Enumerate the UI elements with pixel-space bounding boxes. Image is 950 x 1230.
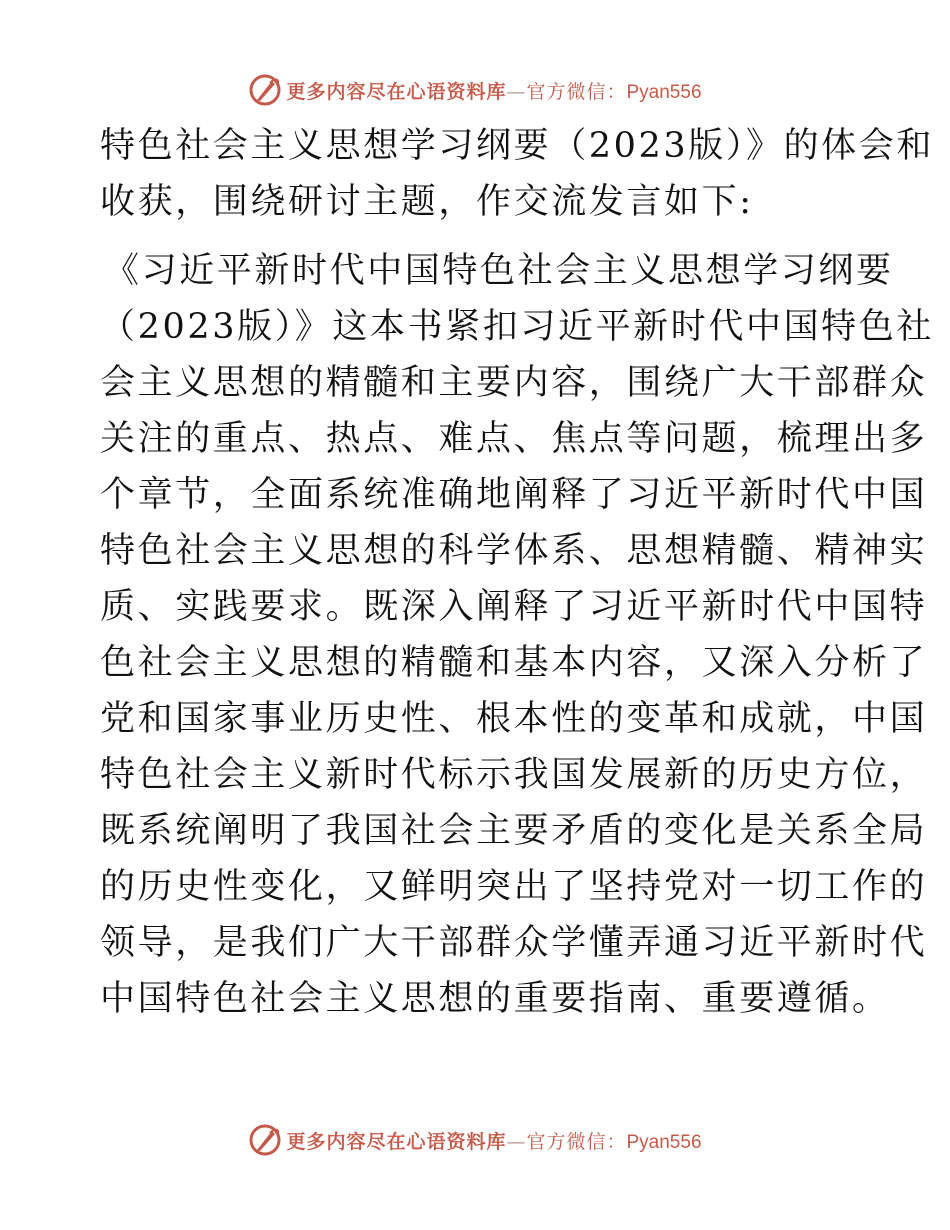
text-line: 的历史性变化，又鲜明突出了坚持党对一切工作的 <box>100 867 928 907</box>
text-line: 特色社会主义思想的科学体系、思想精髓、精神实 <box>100 531 928 571</box>
text-line: 关注的重点、热点、难点、焦点等问题，梳理出多 <box>100 419 928 459</box>
paragraph-main <box>100 243 934 1027</box>
text-line: 领导，是我们广大干部群众学懂弄通习近平新时代 <box>100 923 928 963</box>
watermark-text: 更多内容尽在心语资料库—官方微信：Pyan556 <box>286 1130 702 1153</box>
paragraph-intro <box>100 118 934 230</box>
text-line: 色社会主义思想的精髓和基本内容，又深入分析了 <box>100 643 928 683</box>
text-line: 质、实践要求。既深入阐释了习近平新时代中国特 <box>100 587 928 627</box>
text-line: （2023版）》这本书紧扣习近平新时代中国特色社 <box>100 307 934 347</box>
text-line: 特色社会主义思想学习纲要（2023版）》的体会和 <box>100 126 934 166</box>
watermark-text: 更多内容尽在心语资料库—官方微信：Pyan556 <box>286 80 702 103</box>
document-body <box>100 118 934 1027</box>
footer-watermark <box>0 1120 950 1160</box>
text-line: 个章节，全面系统准确地阐释了习近平新时代中国 <box>100 475 928 515</box>
quill-circle-logo-icon <box>248 73 282 107</box>
header-watermark <box>0 70 950 110</box>
text-line: 收获，围绕研讨主题，作交流发言如下: <box>100 182 754 222</box>
quill-circle-logo-icon <box>248 1123 282 1157</box>
text-line: 既系统阐明了我国社会主要矛盾的变化是关系全局 <box>100 811 928 851</box>
text-line: 特色社会主义新时代标示我国发展新的历史方位， <box>100 755 928 795</box>
text-line: 党和国家事业历史性、根本性的变革和成就，中国 <box>100 699 928 739</box>
text-line: 会主义思想的精髓和主要内容，围绕广大干部群众 <box>100 363 928 403</box>
text-line: 《习近平新时代中国特色社会主义思想学习纲要 <box>104 251 894 291</box>
text-line: 中国特色社会主义思想的重要指南、重要遵循。 <box>100 979 890 1019</box>
